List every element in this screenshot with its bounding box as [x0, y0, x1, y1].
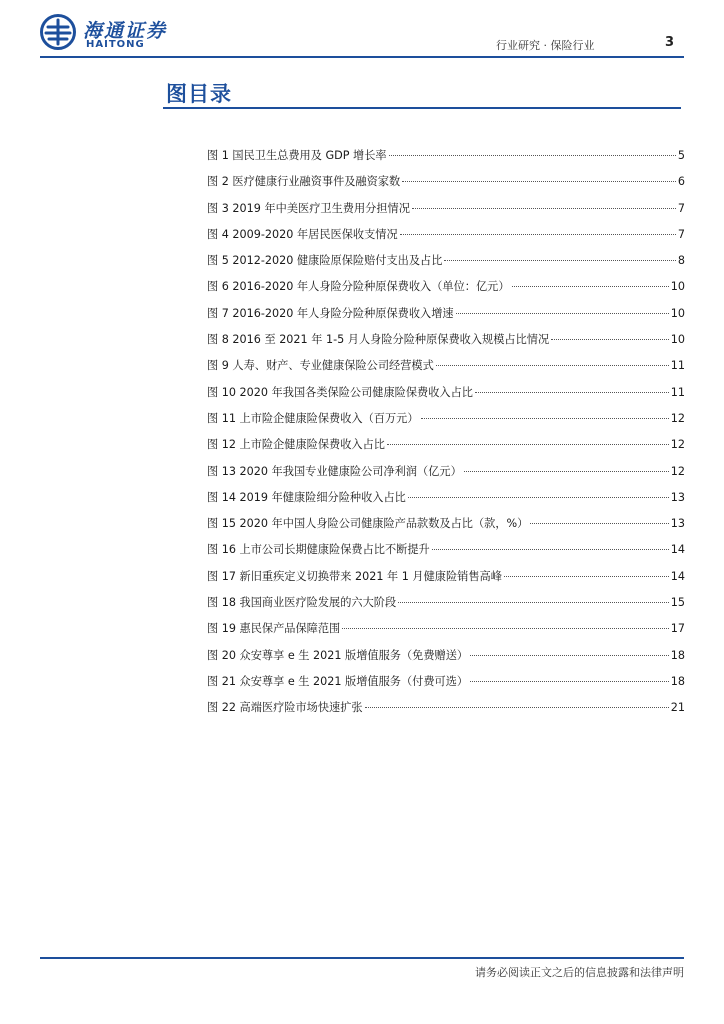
toc-entry-title: 图 3 2019 年中美医疗卫生费用分担情况 — [207, 201, 410, 215]
toc-entry-title: 图 17 新旧重疾定义切换带来 2021 年 1 月健康险销售高峰 — [207, 569, 502, 583]
toc-entry-title: 图 20 众安尊享 e 生 2021 版增值服务（免费赠送） — [207, 648, 469, 662]
toc-entry[interactable] — [207, 200, 685, 226]
toc-entry-page: 5 — [677, 149, 685, 162]
toc-entry-page: 12 — [670, 411, 685, 425]
toc-entry-title: 图 15 2020 年中国人身险公司健康险产品款数及占比（款，%） — [207, 517, 529, 531]
toc-entry-title: 图 16 上市公司长期健康险保费占比不断提升 — [207, 543, 430, 557]
toc-entry[interactable] — [207, 463, 685, 489]
toc-entry[interactable] — [207, 620, 685, 646]
toc-entry[interactable] — [207, 305, 685, 331]
toc-entry-title: 图 21 众安尊享 e 生 2021 版增值服务（付费可选） — [207, 674, 469, 688]
toc-entry[interactable] — [207, 594, 685, 620]
toc-dot-leader — [464, 470, 669, 472]
toc-entry[interactable] — [207, 699, 685, 725]
toc-entry-page: 10 — [670, 306, 685, 320]
toc-entry-page: 12 — [670, 438, 685, 452]
toc-entry-page: 14 — [670, 543, 685, 557]
toc-entry-page: 12 — [670, 464, 685, 478]
logo-chinese-name: 海通证券 — [83, 20, 168, 42]
toc-entry-page: 7 — [677, 201, 685, 215]
toc-entry[interactable] — [207, 252, 685, 278]
toc-entry[interactable] — [207, 515, 685, 541]
footer-divider — [40, 957, 684, 959]
toc-dot-leader — [398, 601, 669, 603]
toc-entry-page: 17 — [670, 622, 685, 636]
header-divider — [40, 56, 684, 58]
toc-dot-leader — [512, 285, 669, 287]
toc-entry-page: 11 — [670, 385, 685, 399]
toc-entry[interactable] — [207, 568, 685, 594]
toc-entry-title: 图 2 医疗健康行业融资事件及融资家数 — [207, 175, 401, 189]
toc-entry-page: 11 — [670, 359, 685, 373]
company-logo — [40, 14, 200, 54]
toc-entry[interactable] — [207, 226, 685, 252]
toc-entry-page: 18 — [670, 674, 685, 688]
toc-dot-leader — [436, 364, 669, 366]
toc-dot-leader — [432, 548, 669, 550]
toc-entry[interactable] — [207, 331, 685, 357]
toc-entry-page: 7 — [677, 227, 685, 241]
toc-entry-page: 8 — [677, 254, 685, 268]
toc-dot-leader — [342, 627, 669, 629]
toc-entry-page: 15 — [670, 596, 685, 610]
toc-entry[interactable] — [207, 541, 685, 567]
toc-entry-title: 图 4 2009-2020 年居民医保收支情况 — [207, 227, 398, 241]
toc-entry-title: 图 19 惠民保产品保障范围 — [207, 622, 341, 636]
toc-dot-leader — [389, 154, 676, 156]
toc-dot-leader — [475, 391, 669, 393]
toc-dot-leader — [421, 417, 669, 419]
toc-entry[interactable] — [207, 647, 685, 673]
toc-entry-title: 图 5 2012-2020 健康险原保险赔付支出及占比 — [207, 254, 443, 268]
haitong-logo-icon — [40, 14, 76, 50]
toc-entry-page: 18 — [670, 648, 685, 662]
toc-dot-leader — [456, 312, 669, 314]
toc-entry-page: 13 — [670, 490, 685, 504]
toc-entry[interactable] — [207, 489, 685, 515]
toc-entry-page: 10 — [670, 333, 685, 347]
toc-entry[interactable] — [207, 673, 685, 699]
toc-entry-title: 图 11 上市险企健康险保费收入（百万元） — [207, 411, 419, 425]
page-title: 图目录 — [166, 82, 232, 106]
toc-dot-leader — [387, 443, 669, 445]
toc-entry[interactable] — [207, 357, 685, 383]
toc-entry-page: 13 — [670, 517, 685, 531]
toc-entry-title: 图 6 2016-2020 年人身险分险种原保费收入（单位：亿元） — [207, 280, 510, 294]
toc-dot-leader — [551, 338, 669, 340]
toc-entry-title: 图 1 国民卫生总费用及 GDP 增长率 — [207, 149, 387, 162]
toc-entry-title: 图 22 高端医疗险市场快速扩张 — [207, 701, 363, 715]
toc-entry-title: 图 14 2019 年健康险细分险种收入占比 — [207, 490, 406, 504]
toc-entry-title: 图 12 上市险企健康险保费收入占比 — [207, 438, 385, 452]
toc-entry[interactable] — [207, 384, 685, 410]
toc-entry-title: 图 13 2020 年我国专业健康险公司净利润（亿元） — [207, 464, 462, 478]
toc-dot-leader — [402, 180, 676, 182]
toc-dot-leader — [400, 233, 676, 235]
toc-entry[interactable] — [207, 278, 685, 304]
logo-english-name: HAITONG — [86, 39, 145, 50]
toc-entry-title: 图 10 2020 年我国各类保险公司健康险保费收入占比 — [207, 385, 473, 399]
toc-entry[interactable] — [207, 147, 685, 173]
toc-dot-leader — [530, 522, 668, 524]
toc-entry-title: 图 8 2016 至 2021 年 1-5 月人身险分险种原保费收入规模占比情况 — [207, 333, 550, 347]
toc-entry-title: 图 7 2016-2020 年人身险分险种原保费收入增速 — [207, 306, 454, 320]
toc-dot-leader — [408, 496, 669, 498]
toc-entry[interactable] — [207, 173, 685, 199]
toc-entry-page: 14 — [670, 569, 685, 583]
toc-dot-leader — [470, 680, 669, 682]
figure-toc-list — [207, 147, 685, 726]
toc-entry[interactable] — [207, 410, 685, 436]
toc-dot-leader — [412, 207, 676, 209]
toc-entry-title: 图 9 人寿、财产、专业健康保险公司经营模式 — [207, 359, 434, 373]
toc-entry-title: 图 18 我国商业医疗险发展的六大阶段 — [207, 596, 397, 610]
footer-disclaimer: 请务必阅读正文之后的信息披露和法律声明 — [475, 966, 684, 979]
header-section-label: 行业研究 · 保险行业 — [496, 39, 595, 52]
toc-dot-leader — [470, 654, 669, 656]
toc-entry-page: 21 — [670, 701, 685, 715]
toc-entry[interactable] — [207, 436, 685, 462]
title-divider — [163, 107, 681, 109]
page-number: 3 — [665, 35, 675, 50]
toc-entry-page: 6 — [677, 175, 685, 189]
toc-dot-leader — [444, 259, 675, 261]
toc-dot-leader — [365, 706, 669, 708]
toc-entry-page: 10 — [670, 280, 685, 294]
toc-dot-leader — [504, 575, 669, 577]
